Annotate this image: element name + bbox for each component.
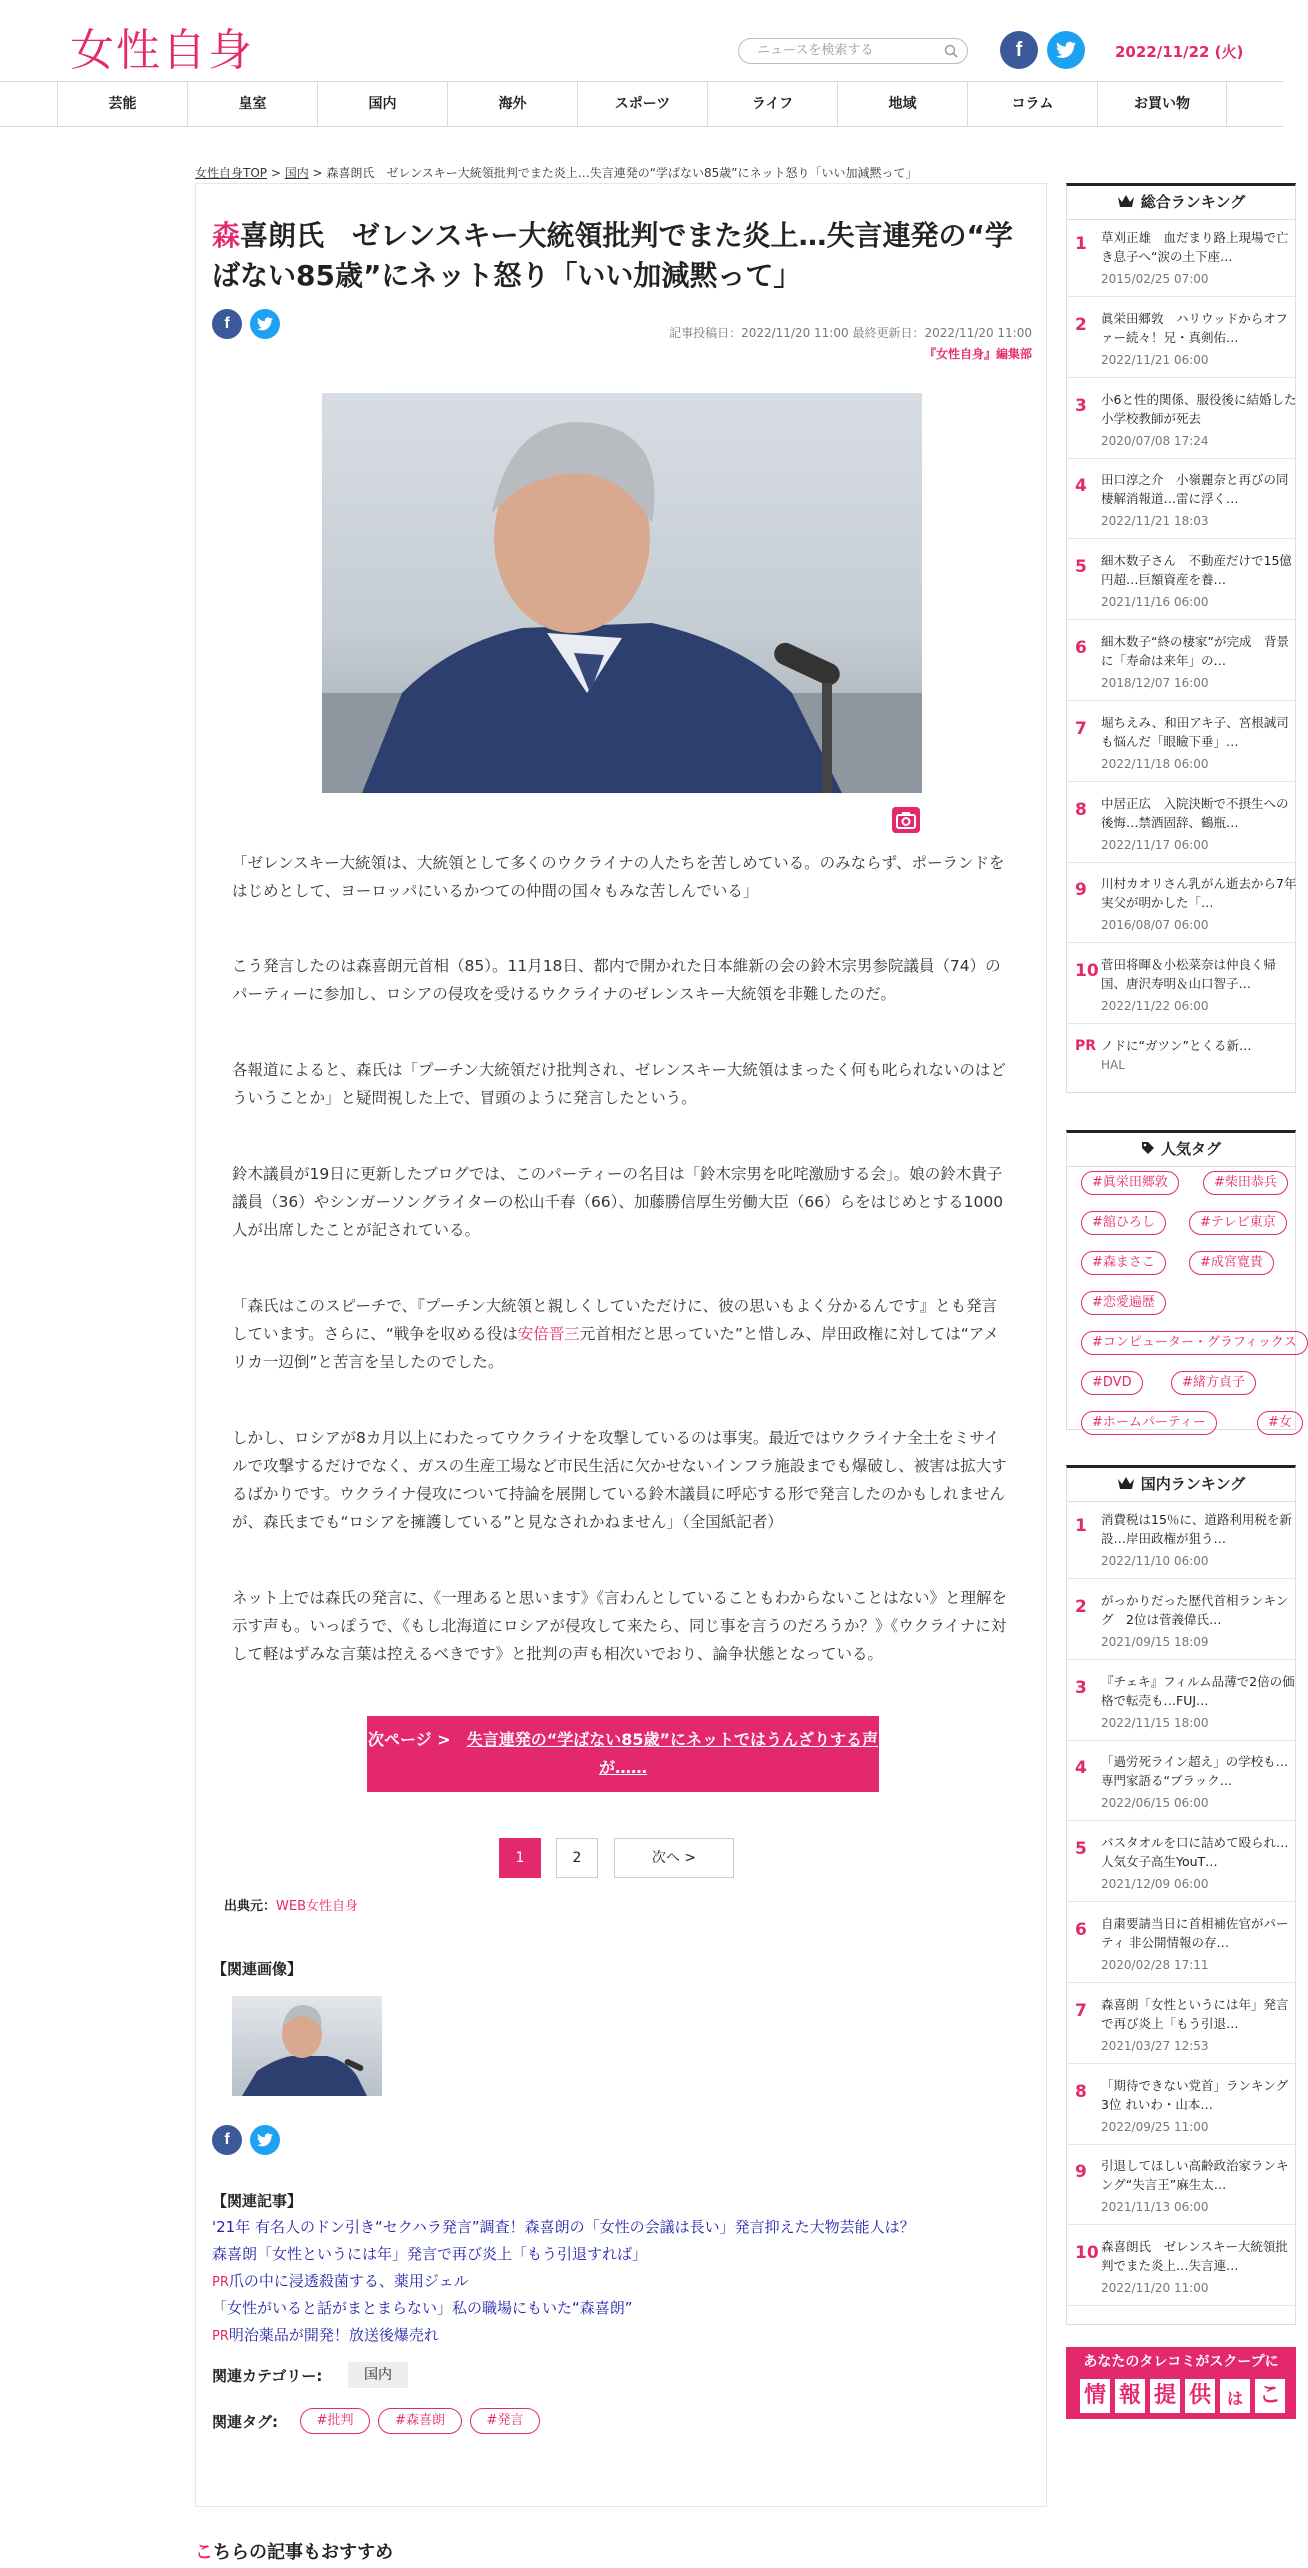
rank-date: 2022/11/20 11:00 (1101, 2281, 1209, 2296)
page-2-button[interactable]: 2 (556, 1838, 598, 1878)
related-article-link[interactable]: 森喜朗「女性というには年」発言で再び炎上「もう引退すれば」 (212, 2245, 648, 2263)
rank-date: 2021/09/15 18:09 (1101, 1634, 1209, 1649)
rank-date: 2018/12/07 16:00 (1101, 676, 1209, 690)
nav-item-column[interactable]: コラム (967, 82, 1097, 127)
popular-tags (1066, 1130, 1296, 1430)
rank-number: 9 (1075, 2162, 1087, 2183)
domestic-ranking-heading: 国内ランキング (1067, 1468, 1295, 1502)
rank-number: 5 (1075, 1839, 1087, 1860)
current-date: 2022/11/22 (火) (1115, 43, 1244, 61)
ranking-pr-item[interactable]: PR ノドに“ガツン”とくる新… HAL (1075, 1038, 1252, 1072)
popular-tag[interactable]: #DVD (1081, 1371, 1143, 1395)
rank-number: 7 (1075, 2000, 1087, 2021)
ranking-item[interactable] (1067, 543, 1297, 620)
breadcrumb-home[interactable]: 女性自身TOP (195, 166, 268, 180)
search-input[interactable]: ニュースを検索する (738, 38, 968, 64)
source-label: 出典元： (224, 1899, 277, 1914)
ranking-item[interactable] (1067, 1744, 1297, 1821)
next-page-prefix: 次ページ > (368, 1730, 451, 1749)
ranking-item[interactable] (1067, 786, 1297, 863)
ranking-item[interactable] (1067, 1583, 1297, 1660)
rank-date: 2021/03/27 12:53 (1101, 2038, 1209, 2053)
paragraph-text: 元首相だと思っていた”と惜しみ、岸田政権に対しては“アメリカ一辺倒”と苦言を呈したのでした。 (232, 1325, 999, 1371)
page-1-button[interactable]: 1 (499, 1838, 541, 1878)
related-image-thumbnail[interactable] (232, 1996, 382, 2096)
tip-banner-char: 情 (1080, 2379, 1110, 2413)
rank-date: 2020/02/28 17:11 (1101, 1958, 1209, 1972)
related-article-link[interactable]: 「女性がいると話がまとまらない」私の職場にもいた“森喜朗” (212, 2299, 633, 2317)
rank-number: 2 (1075, 1596, 1087, 1617)
rank-title[interactable]: 『チェキ』フィルム品薄で2倍の価格で転売も…FUJ… (1101, 1673, 1295, 1708)
rank-title[interactable]: 消費税は15％に、道路利用税を新設…岸田政権が狙う… (1101, 1512, 1292, 1546)
facebook-share-icon[interactable]: f (212, 309, 242, 339)
related-article-link[interactable]: PR爪の中に浸透殺菌する、薬用ジェル (212, 2272, 469, 2290)
rank-date: 2021/11/13 06:00 (1101, 2200, 1209, 2215)
breadcrumb-category[interactable]: 国内 (284, 166, 309, 180)
domestic-ranking (1066, 1465, 1301, 2325)
tip-banner-char: こ (1255, 2379, 1285, 2413)
rank-number: 1 (1075, 1516, 1087, 1536)
popular-tag[interactable]: #女 (1257, 1411, 1303, 1435)
tip-banner-char: 供 (1185, 2379, 1215, 2413)
rank-date: 2022/11/10 06:00 (1101, 1554, 1209, 1568)
rank-date: 2022/11/15 18:00 (1101, 1715, 1209, 1730)
breadcrumb-current: 森喜朗氏 ゼレンスキー大統領批判でまた炎上…失言連発の“学ばない85歳”にネット怒り「いい加減黙って」 (326, 166, 918, 180)
search-icon[interactable] (944, 44, 958, 58)
crown-icon (1117, 194, 1135, 208)
ranking-item[interactable] (1067, 2148, 1297, 2225)
ranking-item[interactable] (1067, 624, 1297, 701)
ranking-item[interactable] (1067, 462, 1297, 539)
popular-tag[interactable]: #柴田恭兵 (1203, 1171, 1288, 1195)
article (195, 183, 1047, 2507)
tip-banner[interactable] (1066, 2347, 1296, 2419)
popular-tag[interactable]: #緒方貞子 (1171, 1371, 1256, 1395)
nav-item-entertainment[interactable]: 芸能 (57, 82, 187, 127)
popular-tags-heading: 人気タグ (1067, 1133, 1295, 1167)
rank-title[interactable]: 菅田将暉＆小松菜奈は仲良く帰国、唐沢寿明＆山口智子… (1101, 957, 1277, 992)
popular-tag[interactable]: #成宮寛貴 (1189, 1251, 1274, 1275)
rank-number: 4 (1075, 1758, 1087, 1779)
source (224, 1895, 358, 1914)
nav-item-sports[interactable]: スポーツ (577, 82, 707, 127)
twitter-icon[interactable] (1047, 31, 1085, 69)
ranking-item[interactable] (1067, 1987, 1297, 2064)
ranking-item[interactable] (1067, 1825, 1297, 1902)
rank-title[interactable]: 「過労死ライン超え」の学校も…専門家語る“ブラック… (1101, 1754, 1289, 1789)
abe-link[interactable]: 安倍晋三 (517, 1325, 580, 1343)
nav-item-domestic[interactable]: 国内 (317, 82, 447, 127)
article-dates: 記事投稿日：2022/11/20 11:00 最終更新日：2022/11/20 11:00 (669, 326, 1032, 340)
main-nav (0, 82, 1284, 127)
ranking-item[interactable] (1067, 1664, 1297, 1741)
tag-chip[interactable]: #発言 (470, 2408, 540, 2434)
tip-banner-char: 報 (1115, 2379, 1145, 2413)
source-link[interactable]: WEB女性自身 (276, 1899, 359, 1914)
ranking-item[interactable] (1067, 2068, 1301, 2145)
rank-number: 9 (1075, 880, 1087, 901)
rank-number: 8 (1075, 799, 1087, 820)
rank-title[interactable]: 森喜朗「女性というには年」発言で再び炎上「もう引退… (1101, 1996, 1289, 2031)
rank-number: 7 (1075, 718, 1087, 739)
rank-title[interactable]: 草刈正雄 血だまり路上現場で亡き息子へ“涙の土下座… (1101, 230, 1289, 264)
rank-number: 6 (1075, 638, 1087, 658)
article-paragraph: しかし、ロシアが8カ月以上にわたってウクライナを攻撃しているのは事実。最近ではウクライナ全土をミサイルで攻撃するだけでなく、ガスの生産工場など市民生活に欠かせないインフラ施設までも爆破し、被害は拡大するばかりです。ウクライナ侵攻について持論を展開している鈴木議員に呼応する形で発言したのかもしれませんが、森氏までも“ロシアを擁護している”と見なされかねません」（全国紙記者） (232, 1429, 1007, 1531)
related-images-heading: 【関連画像】 (212, 1960, 303, 1978)
category-chip[interactable]: 国内 (348, 2362, 408, 2388)
rank-title[interactable]: 川村カオリさん乳がん逝去から7年 実父が明かした「… (1101, 876, 1297, 911)
rank-title[interactable]: 引退してほしい高齢政治家ランキング“失言王”麻生太… (1101, 2158, 1289, 2193)
article-paragraph: ネット上では森氏の発言に、《一理あると思います》《言わんとしていることもわからないことはない》と理解を示す声も。いっぽうで、《もし北海道にロシアが侵攻して来たら、同じ事を言うのだろうか？》《ウクライナに対して軽はずみな言葉は控えるべきです》と批判の声も相次いでおり、論争状態となっている。 (232, 1589, 1008, 1663)
recommend-heading: こちらの記事もおすすめ (195, 2542, 394, 2563)
rank-date: 2020/07/08 17:24 (1101, 433, 1209, 448)
tip-banner-char: は (1220, 2379, 1250, 2413)
rank-date: 2022/11/22 06:00 (1101, 999, 1209, 1014)
rank-title[interactable]: 小6と性的関係、服役後に結婚した小学校教師が死去 (1101, 391, 1297, 426)
article-paragraph: 各報道によると、森氏は「プーチン大統領だけ批判され、ゼレンスキー大統領はまったく何も叱られないのはどういうことか」と疑問視した上で、冒頭のように発言したという。 (232, 1061, 1006, 1107)
rank-number: 6 (1075, 1920, 1087, 1940)
article-paragraph: 鈴木議員が19日に更新したブログでは、このパーティーの名目は「鈴木宗男を叱咤激励する会」。娘の鈴木貴子議員（36）やシンガーソングライターの松山千春（66）、加藤勝信厚生労働大臣（66）らをはじめとする1000人が出席したことが記されている。 (232, 1165, 1004, 1239)
overall-ranking-heading: 総合ランキング (1067, 186, 1295, 220)
rank-number: 1 (1075, 234, 1087, 254)
breadcrumb-sep: > (308, 166, 327, 180)
ranking-item[interactable] (1067, 866, 1297, 943)
paragraph-text: 「森氏はこのスピーチで、『プーチン大統領と親しくしていただけに、彼の思いもよく分かるんです』とも発言しています。さらに、“戦争を収める役は (232, 1297, 998, 1343)
tag-chip[interactable]: #森喜朗 (378, 2408, 462, 2434)
ranking-item[interactable] (1067, 1502, 1297, 1579)
rank-number: 10 (1075, 961, 1099, 982)
ranking-item[interactable] (1067, 2229, 1297, 2306)
related-category-label: 関連カテゴリー: (212, 2367, 323, 2385)
ranking-item[interactable] (1067, 301, 1297, 378)
twitter-share-icon[interactable] (250, 309, 280, 339)
article-author[interactable]: 『女性自身』編集部 (923, 347, 1032, 361)
ranking-item[interactable] (1067, 705, 1297, 782)
main-photo[interactable] (322, 393, 922, 793)
rank-date: 2016/08/07 06:00 (1101, 918, 1209, 933)
site-logo[interactable]: 女性自身 (70, 25, 254, 76)
ranking-item[interactable] (1067, 382, 1297, 459)
rank-date: 2021/12/09 06:00 (1101, 1877, 1209, 1892)
article-paragraph: こう発言したのは森喜朗元首相（85）。11月18日、都内で開かれた日本維新の会の鈴木宗男参院議員（74）のパーティーに参加し、ロシアの侵攻を受けるウクライナのゼレンスキー大統領を非難したのだ。 (232, 957, 1001, 1003)
next-page-banner[interactable] (367, 1716, 879, 1792)
rank-number: 10 (1075, 2243, 1099, 2264)
rank-date: 2015/02/25 07:00 (1101, 272, 1209, 286)
overall-ranking (1066, 183, 1296, 1093)
breadcrumb-sep: > (267, 166, 285, 180)
nav-item-imperial[interactable]: 皇室 (187, 82, 317, 127)
rank-number: 3 (1075, 395, 1087, 416)
popular-tag[interactable]: #コンピューター・グラフィックス (1081, 1331, 1308, 1355)
rank-number: 2 (1075, 314, 1087, 335)
rank-title[interactable]: 眞栄田郷敦 ハリウッドからオファー続々！兄・真剣佑… (1101, 310, 1288, 345)
related-articles-heading: 【関連記事】 (212, 2192, 303, 2210)
popular-tag[interactable]: #テレビ東京 (1189, 1211, 1287, 1235)
rank-title[interactable]: がっかりだった歴代首相ランキング 2位は菅義偉氏… (1101, 1592, 1289, 1627)
related-article-link[interactable]: '21年 有名人のドン引き“セクハラ発言”調査！森喜朗の「女性の会議は長い」発言抑えた大物芸能人は？ (212, 2218, 915, 2236)
popular-tag[interactable]: #眞栄田郷敦 (1081, 1171, 1179, 1195)
camera-icon[interactable] (892, 807, 920, 833)
breadcrumb (195, 164, 917, 181)
site-header (0, 0, 1284, 82)
related-tags-label: 関連タグ: (212, 2413, 278, 2431)
rank-date: 2022/11/21 06:00 (1101, 352, 1209, 367)
rank-number: 3 (1075, 1677, 1087, 1698)
tag-chip[interactable]: #批判 (300, 2408, 370, 2434)
ranking-item[interactable] (1067, 947, 1297, 1024)
nav-item-life[interactable]: ライフ (707, 82, 837, 127)
facebook-share-icon[interactable]: f (212, 2125, 242, 2155)
rank-date: 2022/09/25 11:00 (1101, 2119, 1209, 2134)
rank-title[interactable]: 細木数子“終の棲家”が完成 背景に「寿命は来年」の… (1101, 634, 1289, 668)
rank-title[interactable]: 堀ちえみ、和田アキ子、宮根誠司も悩んだ「眼瞼下垂」… (1101, 714, 1289, 749)
article-paragraph (232, 1292, 1012, 1376)
rank-title[interactable]: 細木数子さん 不動産だけで15億円超…巨額資産を養… (1101, 553, 1292, 588)
rank-date: 2022/11/18 06:00 (1101, 756, 1209, 771)
popular-tag[interactable]: #ホームパーティー (1081, 1411, 1217, 1435)
next-page-link[interactable]: 失言連発の“学ばない85歳”にネットではうんざりする声が…… (466, 1730, 878, 1777)
rank-date: 2022/11/17 06:00 (1101, 837, 1209, 852)
rank-title[interactable]: 森喜朗氏 ゼレンスキー大統領批判でまた炎上…失言連… (1101, 2239, 1288, 2274)
nav-item-overseas[interactable]: 海外 (447, 82, 577, 127)
rank-title[interactable]: 「期待できない党首」ランキング 3位 れいわ・山本… (1101, 2077, 1301, 2112)
rank-title[interactable]: 中居正広 入院決断で不摂生への後悔…禁酒固辞、鶴瓶… (1101, 795, 1289, 830)
title-first-char: 森 (212, 219, 241, 252)
ranking-item[interactable] (1067, 1906, 1297, 1983)
rank-number: 8 (1075, 2081, 1087, 2102)
tip-banner-char: 提 (1150, 2379, 1180, 2413)
title-rest: 喜朗氏 ゼレンスキー大統領批判でまた炎上…失言連発の“学ばない85歳”にネット怒り「いい加減黙って」 (212, 219, 1013, 292)
nav-item-region[interactable]: 地域 (837, 82, 967, 127)
article-paragraph: 「ゼレンスキー大統領は、大統領として多くのウクライナの人たちを苦しめている。のみならず、ポーランドをはじめとして、ヨーロッパにいるかつての仲間の国々もみな苦しんでいる」 (232, 854, 1005, 900)
article-title (212, 216, 1032, 296)
rank-number: 5 (1075, 557, 1087, 578)
rank-date: 2021/11/16 06:00 (1101, 595, 1209, 610)
rank-date: 2022/06/15 06:00 (1101, 1796, 1209, 1811)
rank-title[interactable]: バスタオルを口に詰めて殴られ…人気女子高生YouT… (1101, 1835, 1289, 1870)
crown-icon (1117, 1476, 1135, 1490)
tip-banner-heading: あなたのタレコミがスクープに (1083, 2354, 1279, 2370)
nav-item-shopping[interactable]: お買い物 (1097, 82, 1227, 127)
rank-title[interactable]: 田口淳之介 小嶺麗奈と再びの同棲解消報道…雷に浮く… (1101, 472, 1289, 507)
next-page-button[interactable]: 次へ > (614, 1838, 734, 1878)
popular-tag[interactable]: #舘ひろし (1081, 1211, 1166, 1235)
ranking-item[interactable] (1067, 220, 1297, 297)
rank-title[interactable]: 自粛要請当日に首相補佐官がパーティ 非公開情報の存… (1101, 1916, 1289, 1950)
twitter-share-icon[interactable] (250, 2125, 280, 2155)
facebook-icon[interactable]: f (1000, 31, 1038, 69)
popular-tag[interactable]: #恋愛遍歴 (1081, 1291, 1166, 1315)
tag-icon (1141, 1141, 1155, 1155)
rank-date: 2022/11/21 18:03 (1101, 514, 1209, 529)
related-article-link[interactable]: PR明治薬品が開発！放送後爆売れ (212, 2326, 439, 2344)
popular-tag[interactable]: #森まさこ (1081, 1251, 1166, 1275)
rank-number: 4 (1075, 476, 1087, 497)
